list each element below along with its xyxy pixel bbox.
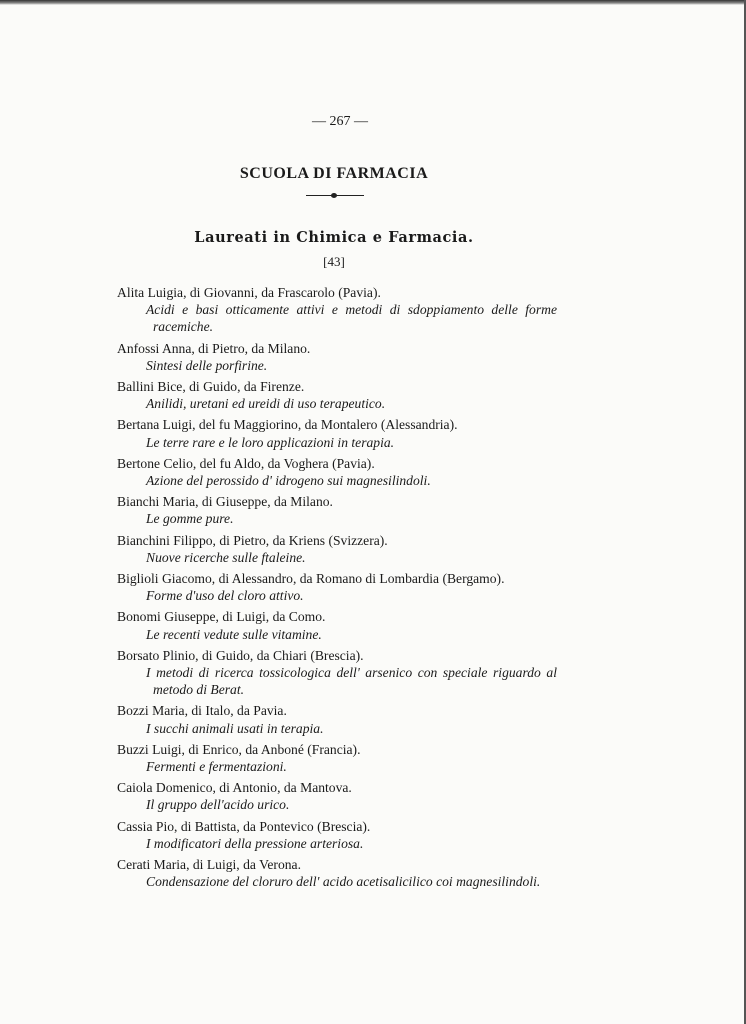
graduate-name: Bertana Luigi, del fu Maggiorino, da Montalero (Alessandria). — [117, 417, 458, 433]
list-item — [117, 493, 557, 527]
thesis-title: Acidi e basi otticamente attivi e metodi di sdoppiamento delle forme racemiche. — [146, 302, 557, 335]
list-item — [117, 340, 557, 374]
list-item — [117, 702, 557, 736]
list-item — [117, 818, 557, 852]
ornament-divider — [306, 195, 364, 196]
list-item — [117, 284, 557, 336]
graduate-name: Bianchi Maria, di Giuseppe, da Milano. — [117, 494, 333, 510]
list-item — [117, 416, 557, 450]
list-item — [117, 455, 557, 489]
thesis-title: Sintesi delle porfirine. — [146, 357, 268, 373]
list-item — [117, 570, 557, 604]
graduate-name: Anfossi Anna, di Pietro, da Milano. — [117, 340, 311, 356]
graduate-list — [117, 284, 557, 895]
thesis-title: I modificatori della pressione arteriosa. — [146, 835, 364, 851]
thesis-title: Azione del perossido d' idrogeno sui magnesilindoli. — [146, 473, 431, 489]
list-item — [117, 608, 557, 642]
graduate-name: Bertone Celio, del fu Aldo, da Voghera (Pavia). — [117, 455, 375, 471]
page-number: — 267 — — [312, 114, 368, 129]
graduate-name: Cerati Maria, di Luigi, da Verona. — [117, 857, 301, 873]
scan-top-edge — [0, 0, 746, 5]
graduate-name: Caiola Domenico, di Antonio, da Mantova. — [117, 780, 352, 796]
graduate-name: Cassia Pio, di Battista, da Pontevico (Brescia). — [117, 818, 371, 834]
graduate-name: Buzzi Luigi, di Enrico, da Anboné (Francia). — [117, 741, 361, 757]
graduate-count: [43] — [323, 254, 345, 269]
thesis-title: Forme d'uso del cloro attivo. — [146, 588, 304, 604]
subtitle: Laureati in Chimica e Farmacia. — [194, 229, 474, 246]
thesis-title: Condensazione del cloruro dell' acido acetisalicilico coi magnesilindoli. — [146, 874, 541, 890]
list-item — [117, 741, 557, 775]
section-title: SCUOLA DI FARMACIA — [239, 165, 429, 182]
graduate-name: Bozzi Maria, di Italo, da Pavia. — [117, 703, 287, 719]
thesis-title: Le terre rare e le loro applicazioni in terapia. — [146, 434, 395, 450]
thesis-title: Nuove ricerche sulle ftaleine. — [146, 549, 306, 565]
graduate-name: Bonomi Giuseppe, di Luigi, da Como. — [117, 609, 326, 625]
list-item — [117, 779, 557, 813]
list-item — [117, 378, 557, 412]
graduate-name: Alita Luigia, di Giovanni, da Frascarolo (Pavia). — [117, 285, 381, 300]
thesis-title: Il gruppo dell'acido urico. — [146, 797, 290, 813]
thesis-title: Le recenti vedute sulle vitamine. — [146, 626, 322, 642]
graduate-name: Borsato Plinio, di Guido, da Chiari (Brescia). — [117, 647, 364, 663]
thesis-title: Fermenti e fermentazioni. — [146, 759, 287, 775]
graduate-name: Biglioli Giacomo, di Alessandro, da Romano di Lombardia (Bergamo). — [117, 571, 505, 587]
graduate-name: Ballini Bice, di Guido, da Firenze. — [117, 379, 305, 395]
list-item — [117, 532, 557, 566]
thesis-title: Le gomme pure. — [146, 511, 234, 527]
graduate-name: Bianchini Filippo, di Pietro, da Kriens (Svizzera). — [117, 532, 388, 548]
thesis-title: I metodi di ricerca tossicologica dell' arsenico con speciale riguardo al metodo di Berat. — [146, 665, 557, 698]
list-item — [117, 647, 557, 699]
thesis-title: I succhi animali usati in terapia. — [146, 720, 324, 736]
thesis-title: Anilidi, uretani ed ureidi di uso terapeutico. — [146, 396, 386, 412]
list-item — [117, 856, 557, 890]
